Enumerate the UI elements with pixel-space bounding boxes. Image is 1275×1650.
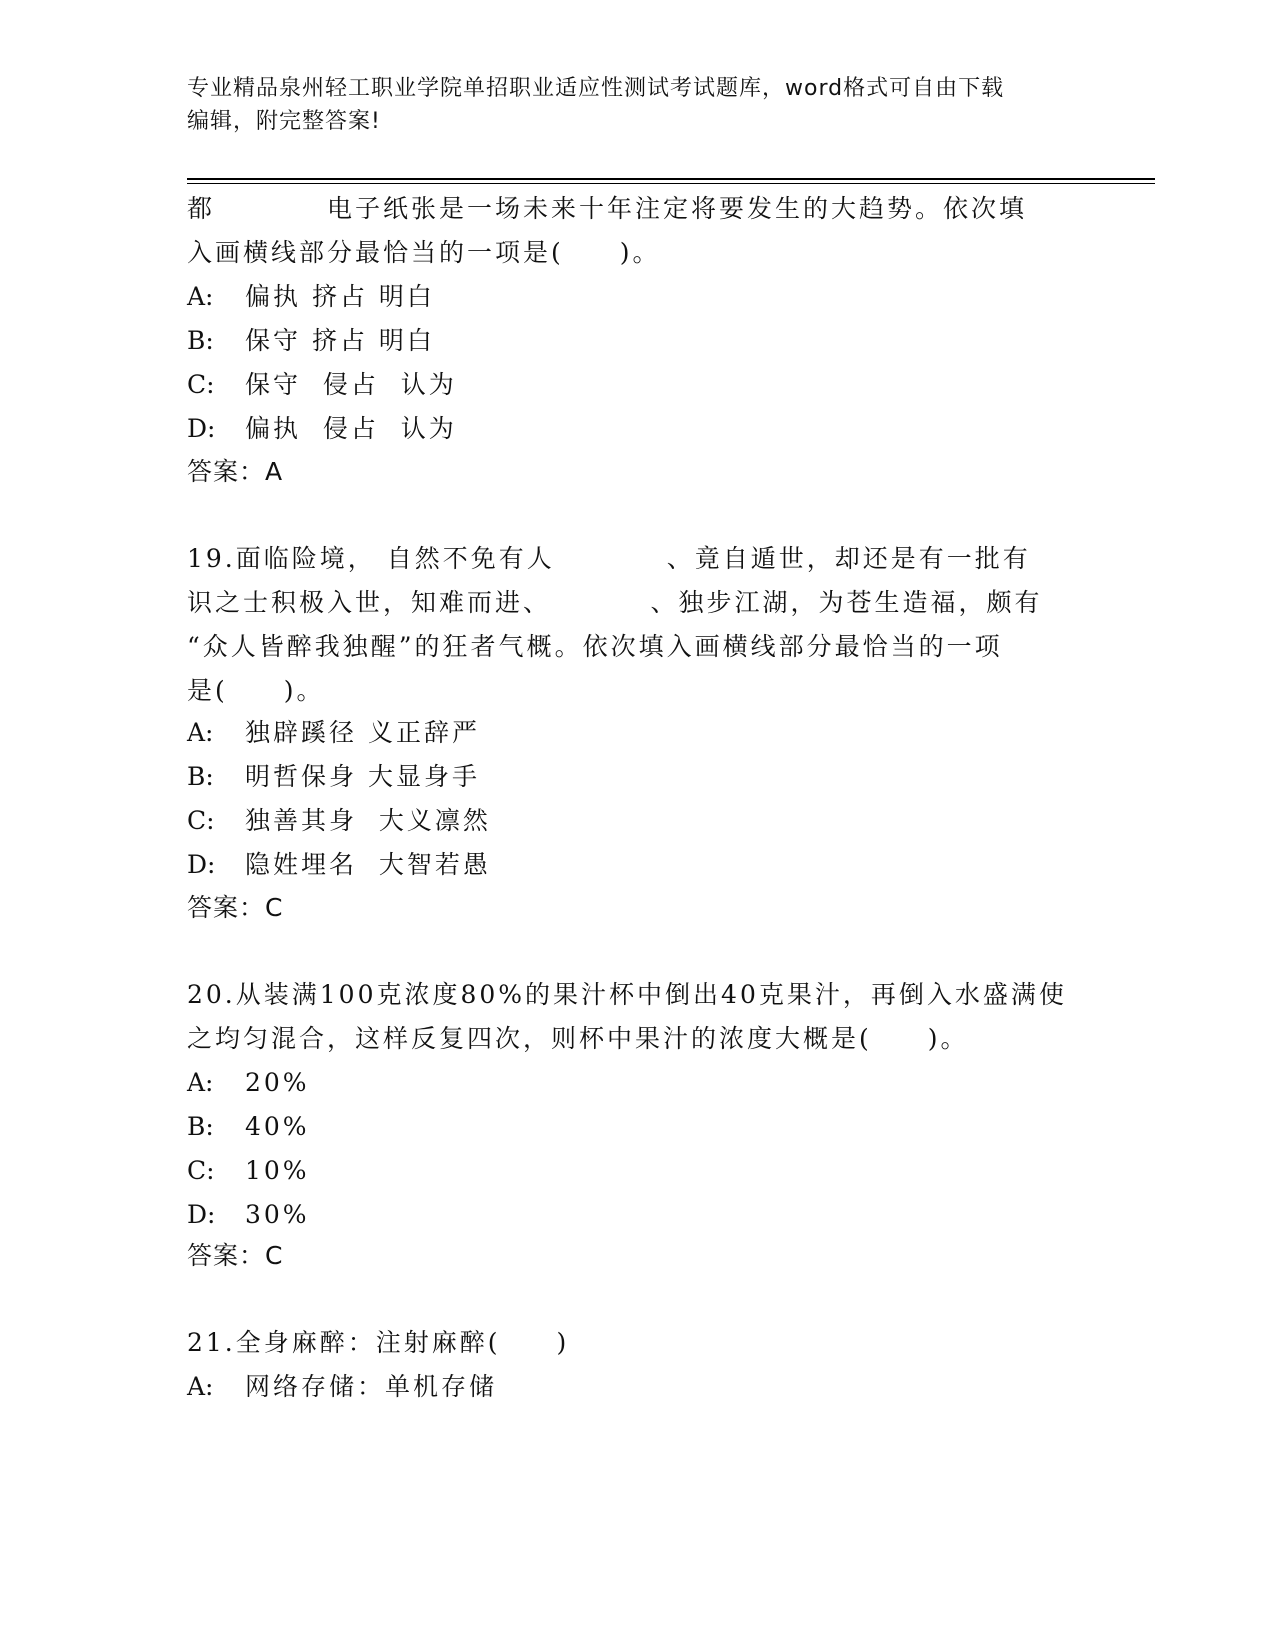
option-text: 40% xyxy=(245,1112,310,1141)
option-key: D: xyxy=(187,414,216,443)
option-key: D: xyxy=(187,1200,216,1229)
option-key: A: xyxy=(187,282,214,311)
option-key: C: xyxy=(187,1156,215,1185)
option-text: 独辟蹊径 义正辞严 xyxy=(245,718,480,747)
option-key: C: xyxy=(187,370,215,399)
option-key: A: xyxy=(187,1372,214,1401)
header-line-1: 专业精品泉州轻工职业学院单招职业适应性测试考试题库，word格式可自由下载 xyxy=(187,76,1005,101)
option-text: 隐姓埋名 大智若愚 xyxy=(245,850,491,879)
question-19-text-line-2: 识之士积极入世，知难而进、 、独步江湖，为苍生造福，颇有 xyxy=(187,588,1043,617)
question-19-answer: 答案：C xyxy=(187,893,284,922)
question-18-text-line-2: 入画横线部分最恰当的一项是( )。 xyxy=(187,238,661,267)
header-divider-thick xyxy=(187,178,1155,180)
option-key: A: xyxy=(187,718,214,747)
question-21-text-line-1: 21.全身麻醉：注射麻醉( ) xyxy=(187,1328,570,1357)
header-line-2: 编辑，附完整答案! xyxy=(187,109,381,134)
option-text: 独善其身 大义凛然 xyxy=(245,806,491,835)
question-19-text-line-1: 19.面临险境， 自然不免有人 、竟自遁世，却还是有一批有 xyxy=(187,544,1031,573)
question-18-option-d xyxy=(187,413,457,445)
question-20-option-c xyxy=(187,1155,310,1187)
question-21-option-a xyxy=(187,1371,497,1403)
option-key: B: xyxy=(187,762,214,791)
option-key: C: xyxy=(187,806,215,835)
option-key: D: xyxy=(187,850,216,879)
page-header xyxy=(187,72,1087,138)
question-18-text-line-1: 都 电子纸张是一场未来十年注定将要发生的大趋势。依次填 xyxy=(187,194,1028,223)
option-text: 网络存储：单机存储 xyxy=(245,1372,498,1401)
option-text: 偏执 侵占 认为 xyxy=(245,414,457,443)
question-20-option-b xyxy=(187,1111,310,1143)
question-18-option-c xyxy=(187,369,457,401)
question-19-text-line-4: 是( )。 xyxy=(187,676,325,705)
option-key: A: xyxy=(187,1068,214,1097)
option-text: 偏执 挤占 明白 xyxy=(245,282,435,311)
question-19-text-line-3: “众人皆醉我独醒”的狂者气概。依次填入画横线部分最恰当的一项 xyxy=(187,632,1003,661)
option-text: 明哲保身 大显身手 xyxy=(245,762,480,791)
option-text: 20% xyxy=(245,1068,310,1097)
question-20-answer: 答案：C xyxy=(187,1241,284,1270)
question-18-option-a xyxy=(187,281,435,313)
question-18-option-b xyxy=(187,325,435,357)
option-key: B: xyxy=(187,1112,214,1141)
question-19-option-d xyxy=(187,849,491,881)
question-20-text-line-2: 之均匀混合，这样反复四次，则杯中果汁的浓度大概是( )。 xyxy=(187,1024,969,1053)
option-text: 保守 侵占 认为 xyxy=(245,370,457,399)
question-20-option-a xyxy=(187,1067,310,1099)
header-divider-thin xyxy=(187,183,1155,184)
question-19-option-b xyxy=(187,761,480,793)
option-text: 30% xyxy=(245,1200,310,1229)
question-18-answer: 答案：A xyxy=(187,457,284,486)
question-20-text-line-1: 20.从装满100克浓度80%的果汁杯中倒出40克果汁，再倒入水盛满使 xyxy=(187,980,1067,1009)
question-20-option-d xyxy=(187,1199,310,1231)
option-text: 10% xyxy=(245,1156,310,1185)
option-text: 保守 挤占 明白 xyxy=(245,326,435,355)
question-19-option-a xyxy=(187,717,480,749)
question-19-option-c xyxy=(187,805,491,837)
option-key: B: xyxy=(187,326,214,355)
